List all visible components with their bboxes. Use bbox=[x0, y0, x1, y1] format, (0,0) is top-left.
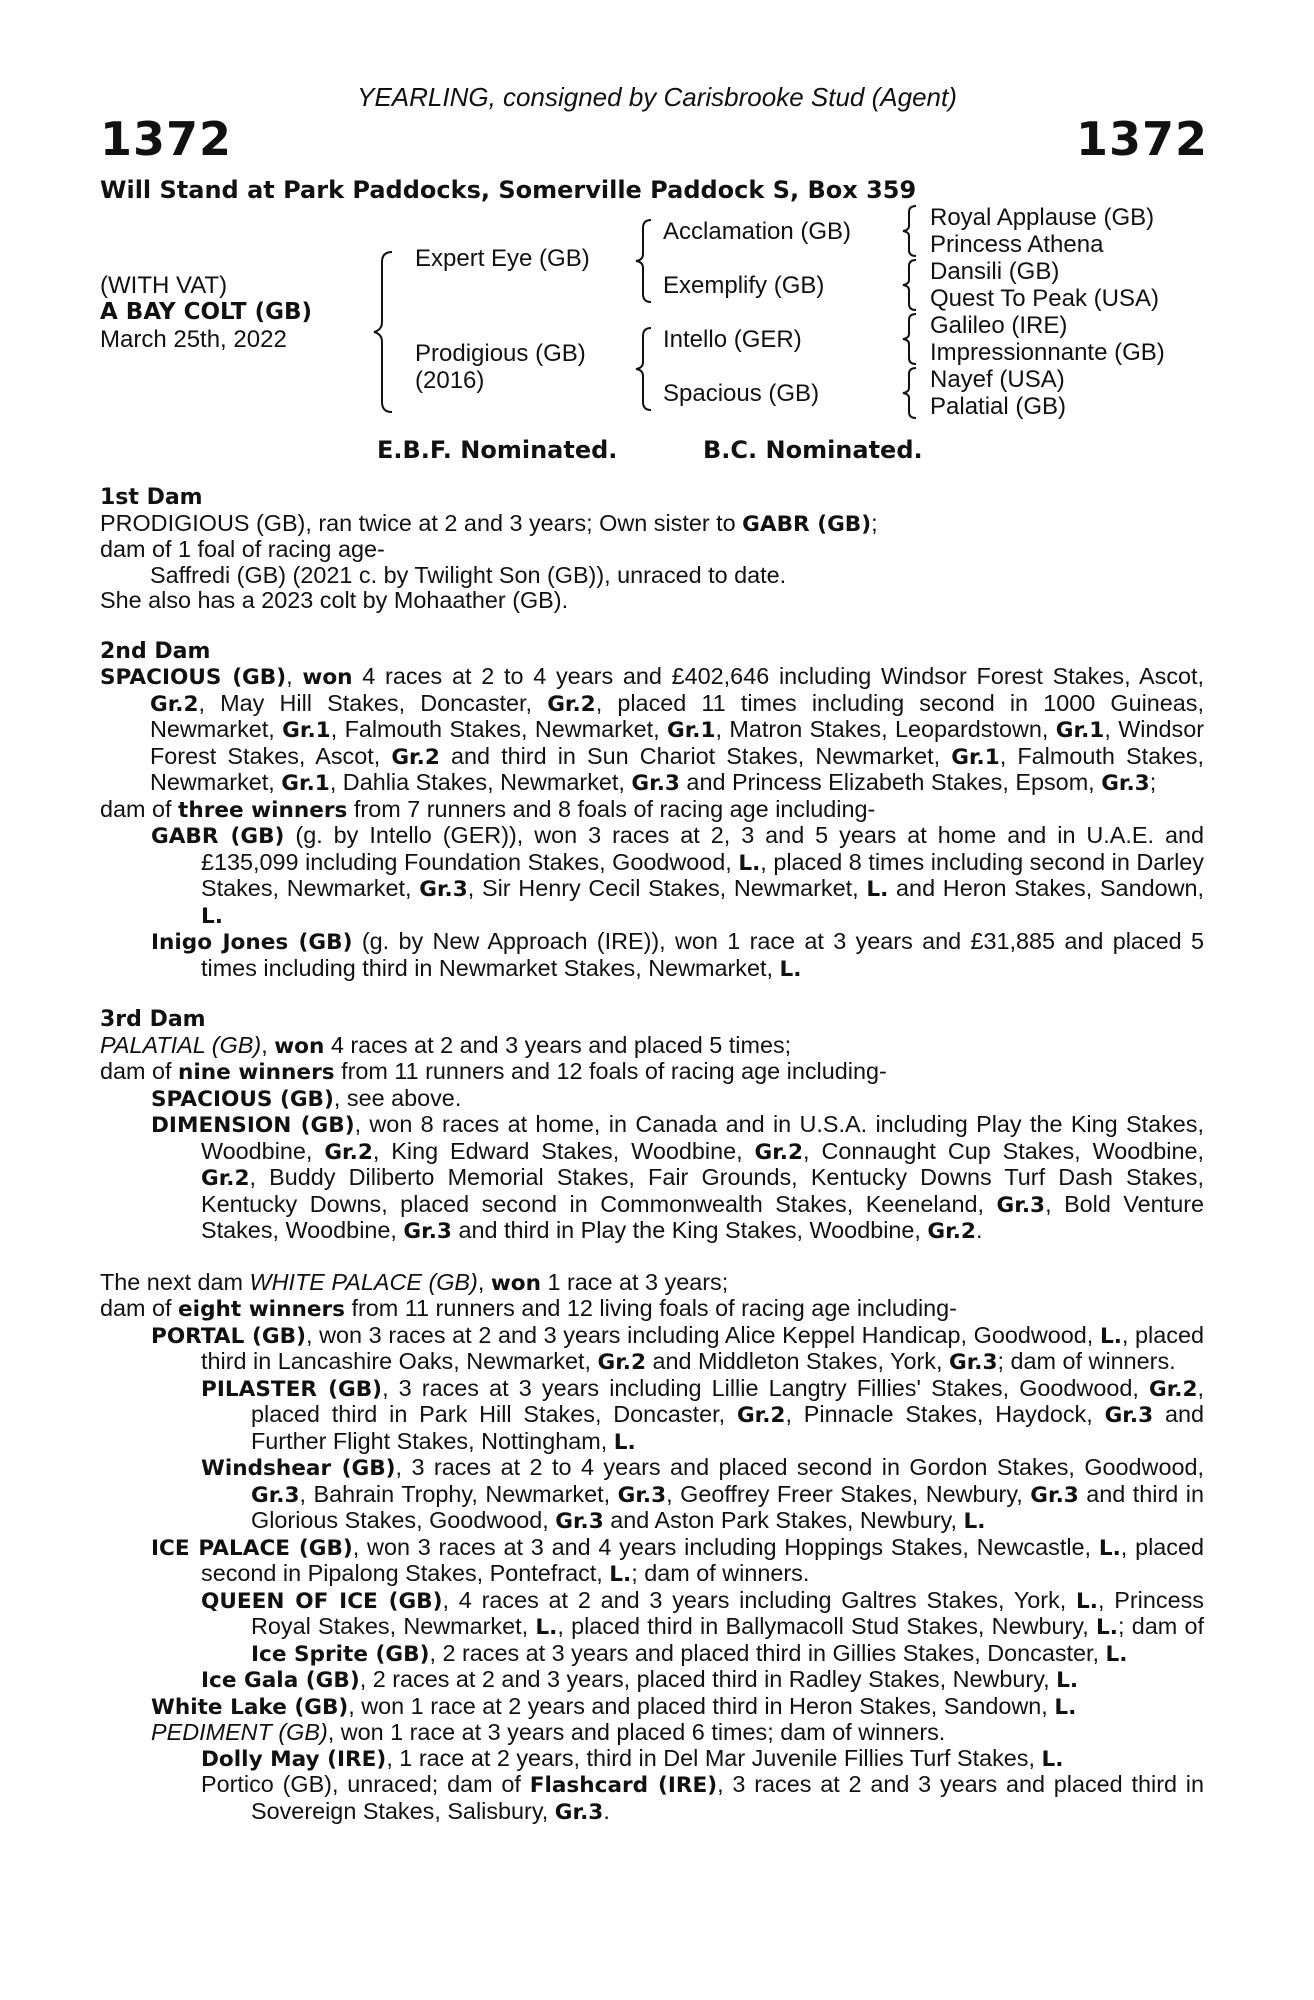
catalogue-body bbox=[100, 485, 1204, 1825]
pedigree-brace bbox=[900, 258, 920, 312]
dam-of-line: dam of eight winners from 11 runners and 12 living foals of racing age including- bbox=[100, 1295, 957, 1322]
dam-dam: Spacious (GB) bbox=[663, 380, 820, 407]
horse-name: A BAY COLT (GB) bbox=[100, 299, 313, 325]
bc-nomination: B.C. Nominated. bbox=[703, 436, 923, 464]
sire-name: Expert Eye (GB) bbox=[415, 245, 590, 272]
lot-number-left: 1372 bbox=[100, 112, 233, 166]
ancestor-name: Dansili (GB) bbox=[930, 258, 1060, 285]
dam-of-line: dam of three winners from 7 runners and 8 foals of racing age including- bbox=[100, 795, 876, 823]
dam-of-line: dam of nine winners from 11 runners and 12 foals of racing age including- bbox=[100, 1058, 887, 1085]
consignor-subtitle: YEARLING, consigned by Carisbrooke Stud (Agent) bbox=[357, 82, 957, 112]
stable-location: Will Stand at Park Paddocks, Somerville Paddock S, Box 359 bbox=[100, 176, 917, 204]
progeny-entry: PEDIMENT (GB), won 1 race at 3 years and placed 6 times; dam of winners. bbox=[151, 1719, 946, 1745]
pedigree-brace bbox=[900, 204, 920, 258]
dam-name: Prodigious (GB) bbox=[415, 340, 586, 367]
progeny-entry: Ice Gala (GB), 2 races at 2 and 3 years, placed third in Radley Stakes, Newbury, L. bbox=[201, 1666, 1079, 1693]
progeny-entry: White Lake (GB), won 1 race at 2 years and placed third in Heron Stakes, Sandown, L. bbox=[151, 1692, 1077, 1720]
pedigree-brace bbox=[633, 218, 655, 304]
ancestor-name: Princess Athena bbox=[930, 231, 1104, 258]
section-heading: 1st Dam bbox=[100, 485, 203, 510]
first-dam-line: dam of 1 foal of racing age- bbox=[100, 536, 385, 562]
progeny-entry: Portico (GB), unraced; dam of Flashcard (IRE), 3 races at 2 and 3 years and placed third in Sovereign Stakes, Salisbury, Gr.3. bbox=[201, 1771, 1204, 1825]
first-dam-line: She also has a 2023 colt by Mohaather (GB). bbox=[100, 587, 569, 613]
progeny-entry: PILASTER (GB), 3 races at 3 years including Lillie Langtry Fillies' Stakes, Goodwood, Gr.2, placed third in Park Hill Stakes, Doncaster, Gr.2, Pinnacle Stakes, Haydock, Gr.3 and Further Flight Stakes, Nottingham, L. bbox=[201, 1374, 1204, 1455]
ancestor-name: Impressionnante (GB) bbox=[930, 339, 1165, 366]
dam-sire: Intello (GER) bbox=[663, 326, 802, 353]
pedigree-brace bbox=[900, 366, 920, 420]
dam-entry: PALATIAL (GB), won 4 races at 2 and 3 years and placed 5 times; bbox=[100, 1031, 792, 1059]
progeny-entry: ICE PALACE (GB), won 3 races at 3 and 4 years including Hoppings Stakes, Newcastle, L., placed second in Pipalong Stakes, Pontefract, L.; dam of winners. bbox=[151, 1533, 1205, 1587]
dam-entry: SPACIOUS (GB), won 4 races at 2 to 4 years and £402,646 including Windsor Forest Stakes, Ascot, Gr.2, May Hill Stakes, Doncaster, Gr.2, placed 11 times including second in 1000 Guineas, Newmarket, Gr.1, Falmouth Stakes, Newmarket, Gr.1, Matron Stakes, Leopardstown, Gr.1, Windsor Forest Stakes, Ascot, Gr.2 and third in Sun Chariot Stakes, Newmarket, Gr.1, Falmouth Stakes, Newmarket, Gr.1, Dahlia Stakes, Newmarket, Gr.3 and Princess Elizabeth Stakes, Epsom, Gr.3; bbox=[100, 663, 1205, 796]
progeny-entry: QUEEN OF ICE (GB), 4 races at 2 and 3 years including Galtres Stakes, York, L., Princess Royal Stakes, Newmarket, L., placed third in Ballymacoll Stud Stakes, Newbury, L.; dam of Ice Sprite (GB), 2 races at 3 years and placed third in Gillies Stakes, Doncaster, L. bbox=[201, 1586, 1204, 1667]
lot-number-right: 1372 bbox=[1075, 112, 1208, 166]
progeny-entry: Dolly May (IRE), 1 race at 2 years, third in Del Mar Juvenile Fillies Turf Stakes, L. bbox=[201, 1744, 1064, 1772]
vat-note: (WITH VAT) bbox=[100, 272, 228, 299]
progeny-entry: Inigo Jones (GB) (g. by New Approach (IRE)), won 1 race at 3 years and £31,885 and placed 5 times including third in Newmarket Stakes, Newmarket, L. bbox=[151, 928, 1204, 982]
sire-sire: Acclamation (GB) bbox=[663, 218, 852, 245]
ancestor-name: Nayef (USA) bbox=[930, 366, 1065, 393]
section-heading: 3rd Dam bbox=[100, 1007, 206, 1032]
ancestor-name: Royal Applause (GB) bbox=[930, 204, 1155, 231]
ancestor-name: Galileo (IRE) bbox=[930, 312, 1068, 339]
dam-year: (2016) bbox=[415, 367, 485, 394]
sire-dam: Exemplify (GB) bbox=[663, 272, 825, 299]
progeny-entry: Windshear (GB), 3 races at 2 to 4 years and placed second in Gordon Stakes, Goodwood, Gr.3, Bahrain Trophy, Newmarket, Gr.3, Geoffrey Freer Stakes, Newbury, Gr.3 and third in Glorious Stakes, Goodwood, Gr.3 and Aston Park Stakes, Newbury, L. bbox=[201, 1454, 1204, 1534]
ancestor-name: Palatial (GB) bbox=[930, 393, 1067, 420]
progeny-entry: Saffredi (GB) (2021 c. by Twilight Son (GB)), unraced to date. bbox=[150, 561, 787, 588]
pedigree-brace bbox=[633, 326, 655, 412]
next-dam-line: The next dam WHITE PALACE (GB), won 1 race at 3 years; bbox=[100, 1268, 729, 1296]
progeny-entry: PORTAL (GB), won 3 races at 2 and 3 years including Alice Keppel Handicap, Goodwood, L., placed third in Lancashire Oaks, Newmarket, Gr.2 and Middleton Stakes, York, Gr.3; dam of winners. bbox=[151, 1321, 1204, 1375]
progeny-entry: GABR (GB) (g. by Intello (GER)), won 3 races at 2, 3 and 5 years at home and in U.A.E. and £135,099 including Foundation Stakes, Goodwood, L., placed 8 times including second in Darley Stakes, Newmarket, Gr.3, Sir Henry Cecil Stakes, Newmarket, L. and Heron Stakes, Sandown, L. bbox=[151, 822, 1204, 929]
progeny-entry: DIMENSION (GB), won 8 races at home, in Canada and in U.S.A. including Play the King Stakes, Woodbine, Gr.2, King Edward Stakes, Woodbine, Gr.2, Connaught Cup Stakes, Woodbine, Gr.2, Buddy Diliberto Memorial Stakes, Fair Grounds, Kentucky Downs Turf Dash Stakes, Kentucky Downs, placed second in Commonwealth Stakes, Keeneland, Gr.3, Bold Venture Stakes, Woodbine, Gr.3 and third in Play the King Stakes, Woodbine, Gr.2. bbox=[151, 1111, 1205, 1244]
progeny-entry: SPACIOUS (GB), see above. bbox=[151, 1084, 462, 1112]
ancestor-name: Quest To Peak (USA) bbox=[930, 285, 1159, 312]
section-heading: 2nd Dam bbox=[100, 638, 211, 664]
first-dam-line: PRODIGIOUS (GB), ran twice at 2 and 3 years; Own sister to GABR (GB); bbox=[100, 509, 878, 537]
foaling-date: March 25th, 2022 bbox=[100, 326, 287, 353]
pedigree-brace bbox=[370, 250, 396, 414]
pedigree-brace bbox=[900, 312, 920, 366]
ebf-nomination: E.B.F. Nominated. bbox=[377, 436, 618, 464]
